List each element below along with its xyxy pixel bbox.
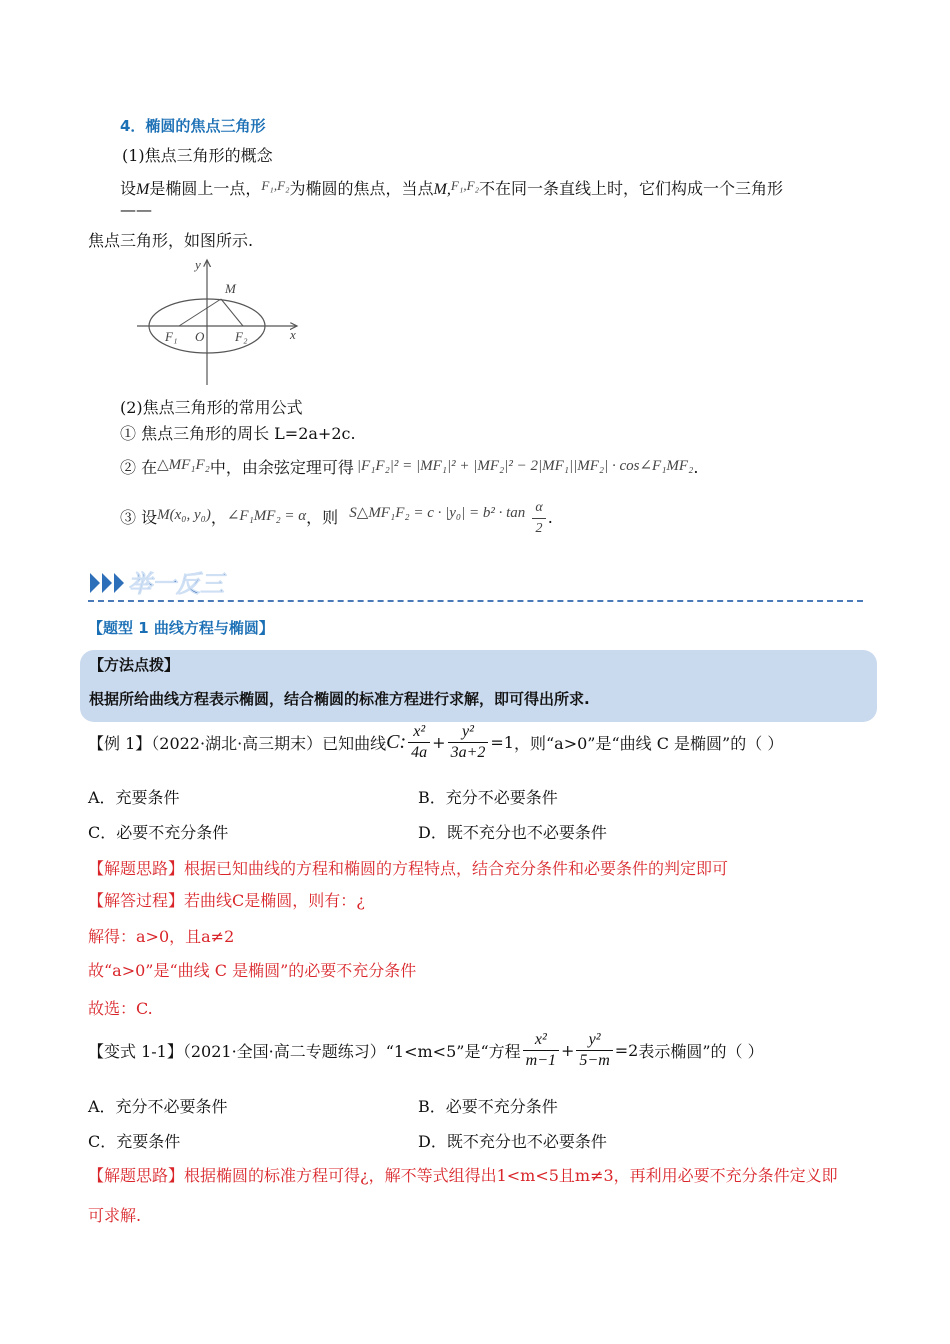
variant1-option-d: D．既不充分也不必要条件 bbox=[418, 1132, 607, 1151]
section-heading: 4．椭圆的焦点三角形 bbox=[120, 117, 266, 135]
example1-option-b: B．充分不必要条件 bbox=[418, 788, 558, 807]
variant1-question: 【变式 1-1】（2021·全国·高二专题练习）“1<m<5”是“方程 $\frac{\text{x²}}{m-1}$ + $\frac{\text{y²}}{5-m}$ =2表示椭圆”的（ ） bbox=[88, 1031, 764, 1069]
banner-text: 举一反三 bbox=[128, 570, 224, 598]
example1-option-a: A．充要条件 bbox=[88, 788, 180, 807]
example1-conclusion: 故“a>0”是“曲线 C 是椭圆”的必要不充分条件 bbox=[88, 961, 417, 980]
example1-option-d: D．既不充分也不必要条件 bbox=[418, 823, 607, 842]
variant1-idea-line2: 可求解. bbox=[88, 1206, 142, 1225]
example1-option-c: C．必要不充分条件 bbox=[88, 823, 229, 842]
example1-process: 【解答过程】若曲线C是椭圆，则有：¿ bbox=[88, 891, 365, 910]
banner-jyfs bbox=[88, 565, 238, 601]
example1-question: 【例 1】（2022·湖北·高三期末）已知曲线C: $\frac{\text{x²}}{4a}$ + $\frac{\text{y²}}{3a+2}$ =1，则“a>0”是“曲线 C 是椭圆”的（ ） bbox=[88, 723, 784, 761]
example1-solve: 解得：a>0，且a≠2 bbox=[88, 927, 235, 946]
tip-body: 根据所给曲线方程表示椭圆，结合椭圆的标准方程进行求解，即可得出所求. bbox=[89, 690, 590, 708]
variant1-option-b: B．必要不充分条件 bbox=[418, 1097, 558, 1116]
label-f1: F₁ bbox=[165, 329, 178, 344]
subheading-formulas: (2)焦点三角形的常用公式 bbox=[120, 398, 303, 417]
variant1-idea-line1: 【解题思路】根据椭圆的标准方程可得¿，解不等式组得出1<m<5且m≠3，再利用必要不充分条件定义即 bbox=[88, 1166, 838, 1185]
example1-idea: 【解题思路】根据已知曲线的方程和椭圆的方程特点，结合充分条件和必要条件的判定即可 bbox=[88, 859, 729, 878]
example1-answer: 故选：C. bbox=[88, 999, 153, 1018]
segment-mf1 bbox=[179, 299, 221, 326]
label-y: y bbox=[195, 257, 201, 272]
formula-cosine-law: ② 在△MF₁F₂中，由余弦定理可得 |F₁F₂|² = |MF₁|² + |MF₂|² − 2|MF₁||MF₂| · cos∠F₁MF₂. bbox=[120, 457, 699, 477]
type1-title: 【题型 1 曲线方程与椭圆】 bbox=[88, 619, 274, 637]
ellipse-figure bbox=[135, 255, 310, 390]
method-tip-box bbox=[80, 650, 877, 722]
banner-divider bbox=[88, 600, 863, 602]
definition-dash: —— bbox=[120, 200, 152, 219]
label-f2: F₂ bbox=[235, 329, 248, 344]
subheading-concept: (1)焦点三角形的概念 bbox=[122, 146, 273, 165]
variant1-option-a: A．充分不必要条件 bbox=[88, 1097, 228, 1116]
tip-title: 【方法点拨】 bbox=[89, 656, 180, 674]
formula-perimeter: ① 焦点三角形的周长 L=2a+2c. bbox=[120, 424, 356, 443]
variant1-option-c: C．充要条件 bbox=[88, 1132, 181, 1151]
definition-line-2: 焦点三角形，如图所示. bbox=[88, 231, 254, 250]
label-x: x bbox=[290, 327, 296, 342]
label-m: M bbox=[225, 281, 236, 296]
definition-line-1: 设M是椭圆上一点，$^{F_1,F_2}$为椭圆的焦点，当点M,$^{F_1,F_2}$不在同一条直线上时，它们构成一个三角形 bbox=[120, 178, 784, 198]
label-origin: O bbox=[195, 329, 205, 344]
formula-area: ③ 设M(x₀, y₀)，∠F₁MF₂ = α，则 S△MF₁F₂ = c · |y₀| = b² · tan $\frac{\alpha}{2}$ . bbox=[120, 500, 553, 536]
